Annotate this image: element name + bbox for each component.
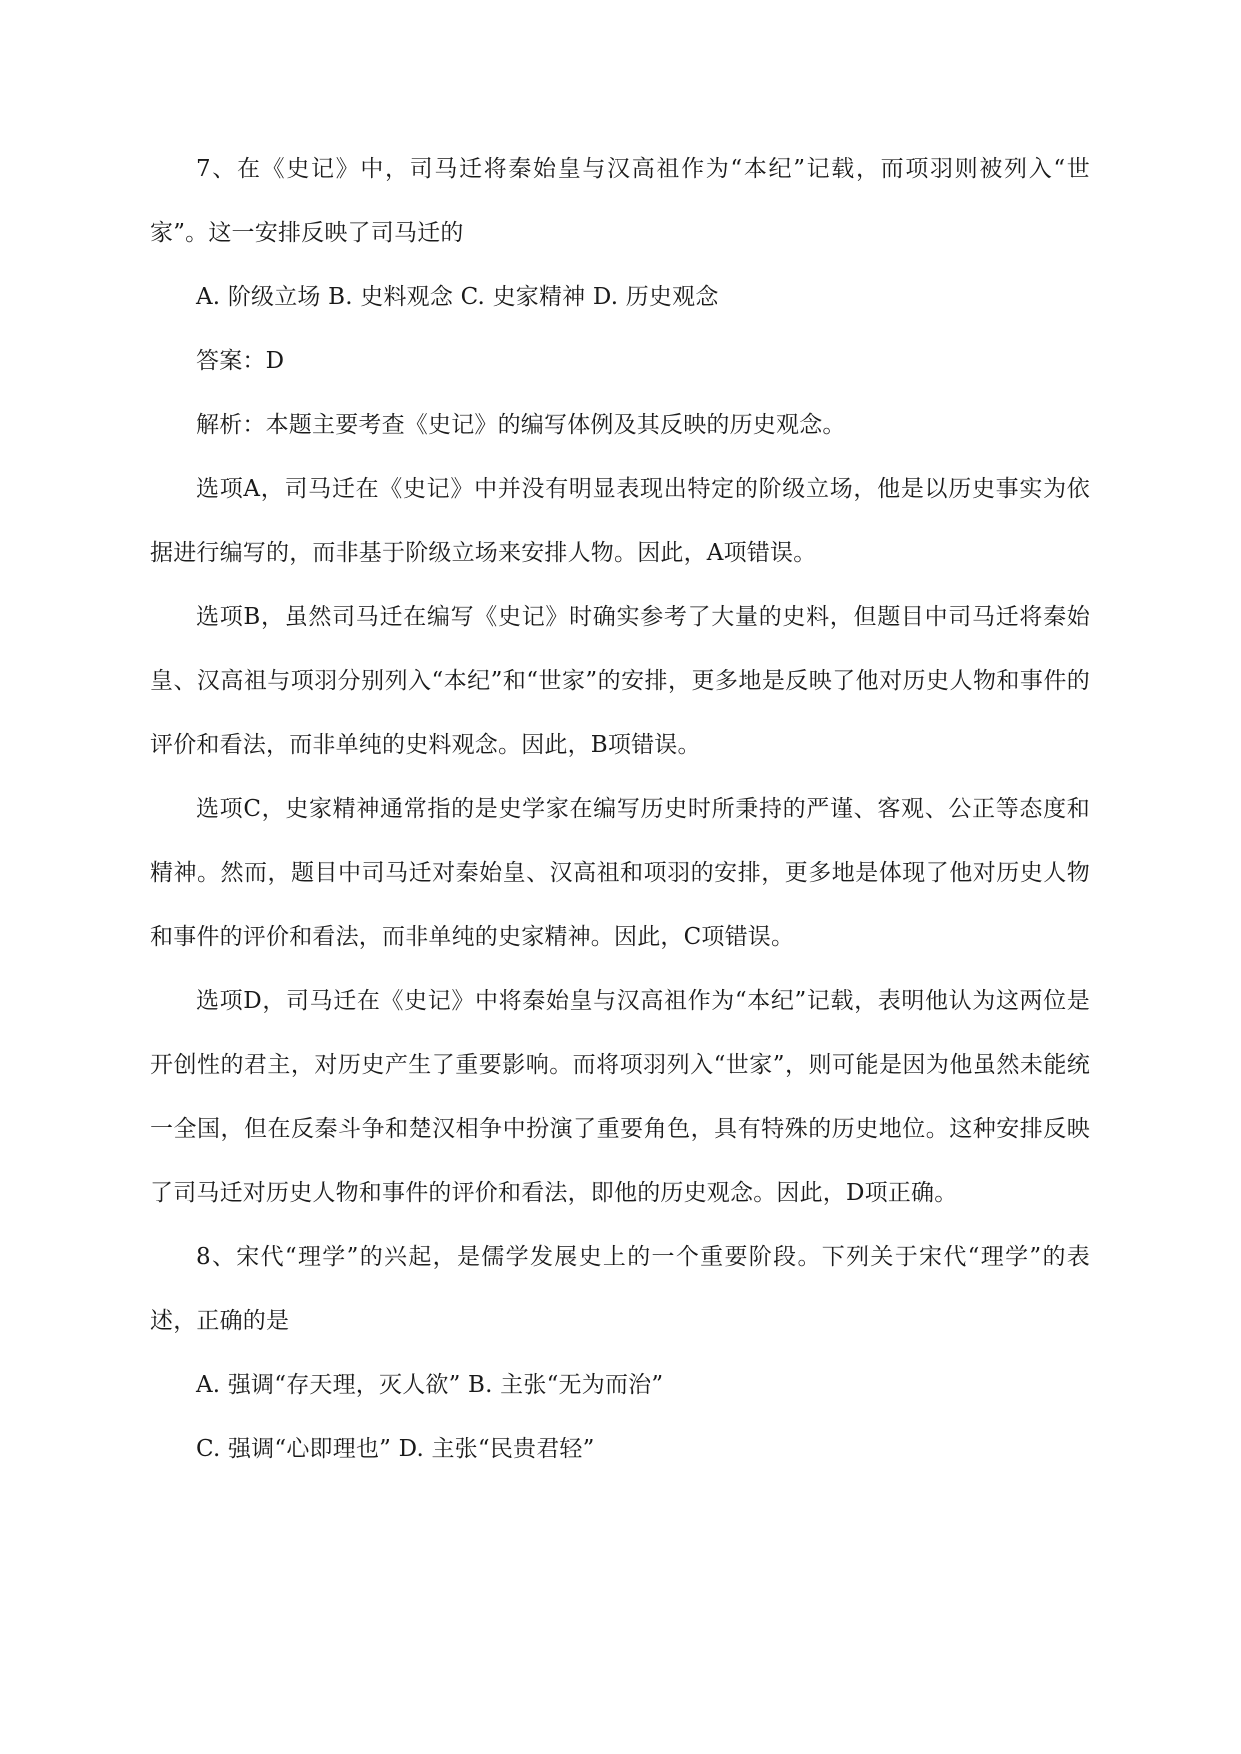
question-7-stem: 7、在《史记》中，司马迁将秦始皇与汉高祖作为“本纪”记载，而项羽则被列入“世家”。这一安排反映了司马迁的 [150,156,1090,246]
question-8-options-ab: A. 强调“存天理，灭人欲” B. 主张“无为而治” [196,1372,664,1398]
question-7-answer: 答案：D [196,348,285,374]
question-7-options: A. 阶级立场 B. 史料观念 C. 史家精神 D. 历史观念 [196,284,719,310]
question-8-options-cd: C. 强调“心即理也” D. 主张“民贵君轻” [196,1436,595,1462]
question-7-option-d-explanation: 选项D，司马迁在《史记》中将秦始皇与汉高祖作为“本纪”记载，表明他认为这两位是开创性的君主，对历史产生了重要影响。而将项羽列入“世家”，则可能是因为他虽然未能统一全国，但在反秦斗争和楚汉相争中扮演了重要角色，具有特殊的历史地位。这种安排反映了司马迁对历史人物和事件的评价和看法，即他的历史观念。因此，D项正确。 [150,988,1090,1206]
question-7-option-a-explanation: 选项A，司马迁在《史记》中并没有明显表现出特定的阶级立场，他是以历史事实为依据进行编写的，而非基于阶级立场来安排人物。因此，A项错误。 [150,476,1090,566]
question-7-option-b-explanation: 选项B，虽然司马迁在编写《史记》时确实参考了大量的史料，但题目中司马迁将秦始皇、汉高祖与项羽分别列入“本纪”和“世家”的安排，更多地是反映了他对历史人物和事件的评价和看法，而非单纯的史料观念。因此，B项错误。 [150,604,1090,758]
question-7-option-c-explanation: 选项C，史家精神通常指的是史学家在编写历史时所秉持的严谨、客观、公正等态度和精神。然而，题目中司马迁对秦始皇、汉高祖和项羽的安排，更多地是体现了他对历史人物和事件的评价和看法，而非单纯的史家精神。因此，C项错误。 [150,796,1090,950]
question-8-stem: 8、宋代“理学”的兴起，是儒学发展史上的一个重要阶段。下列关于宋代“理学”的表述，正确的是 [150,1244,1090,1334]
document-page [150,137,1090,1481]
question-7-analysis: 解析：本题主要考查《史记》的编写体例及其反映的历史观念。 [196,412,846,438]
